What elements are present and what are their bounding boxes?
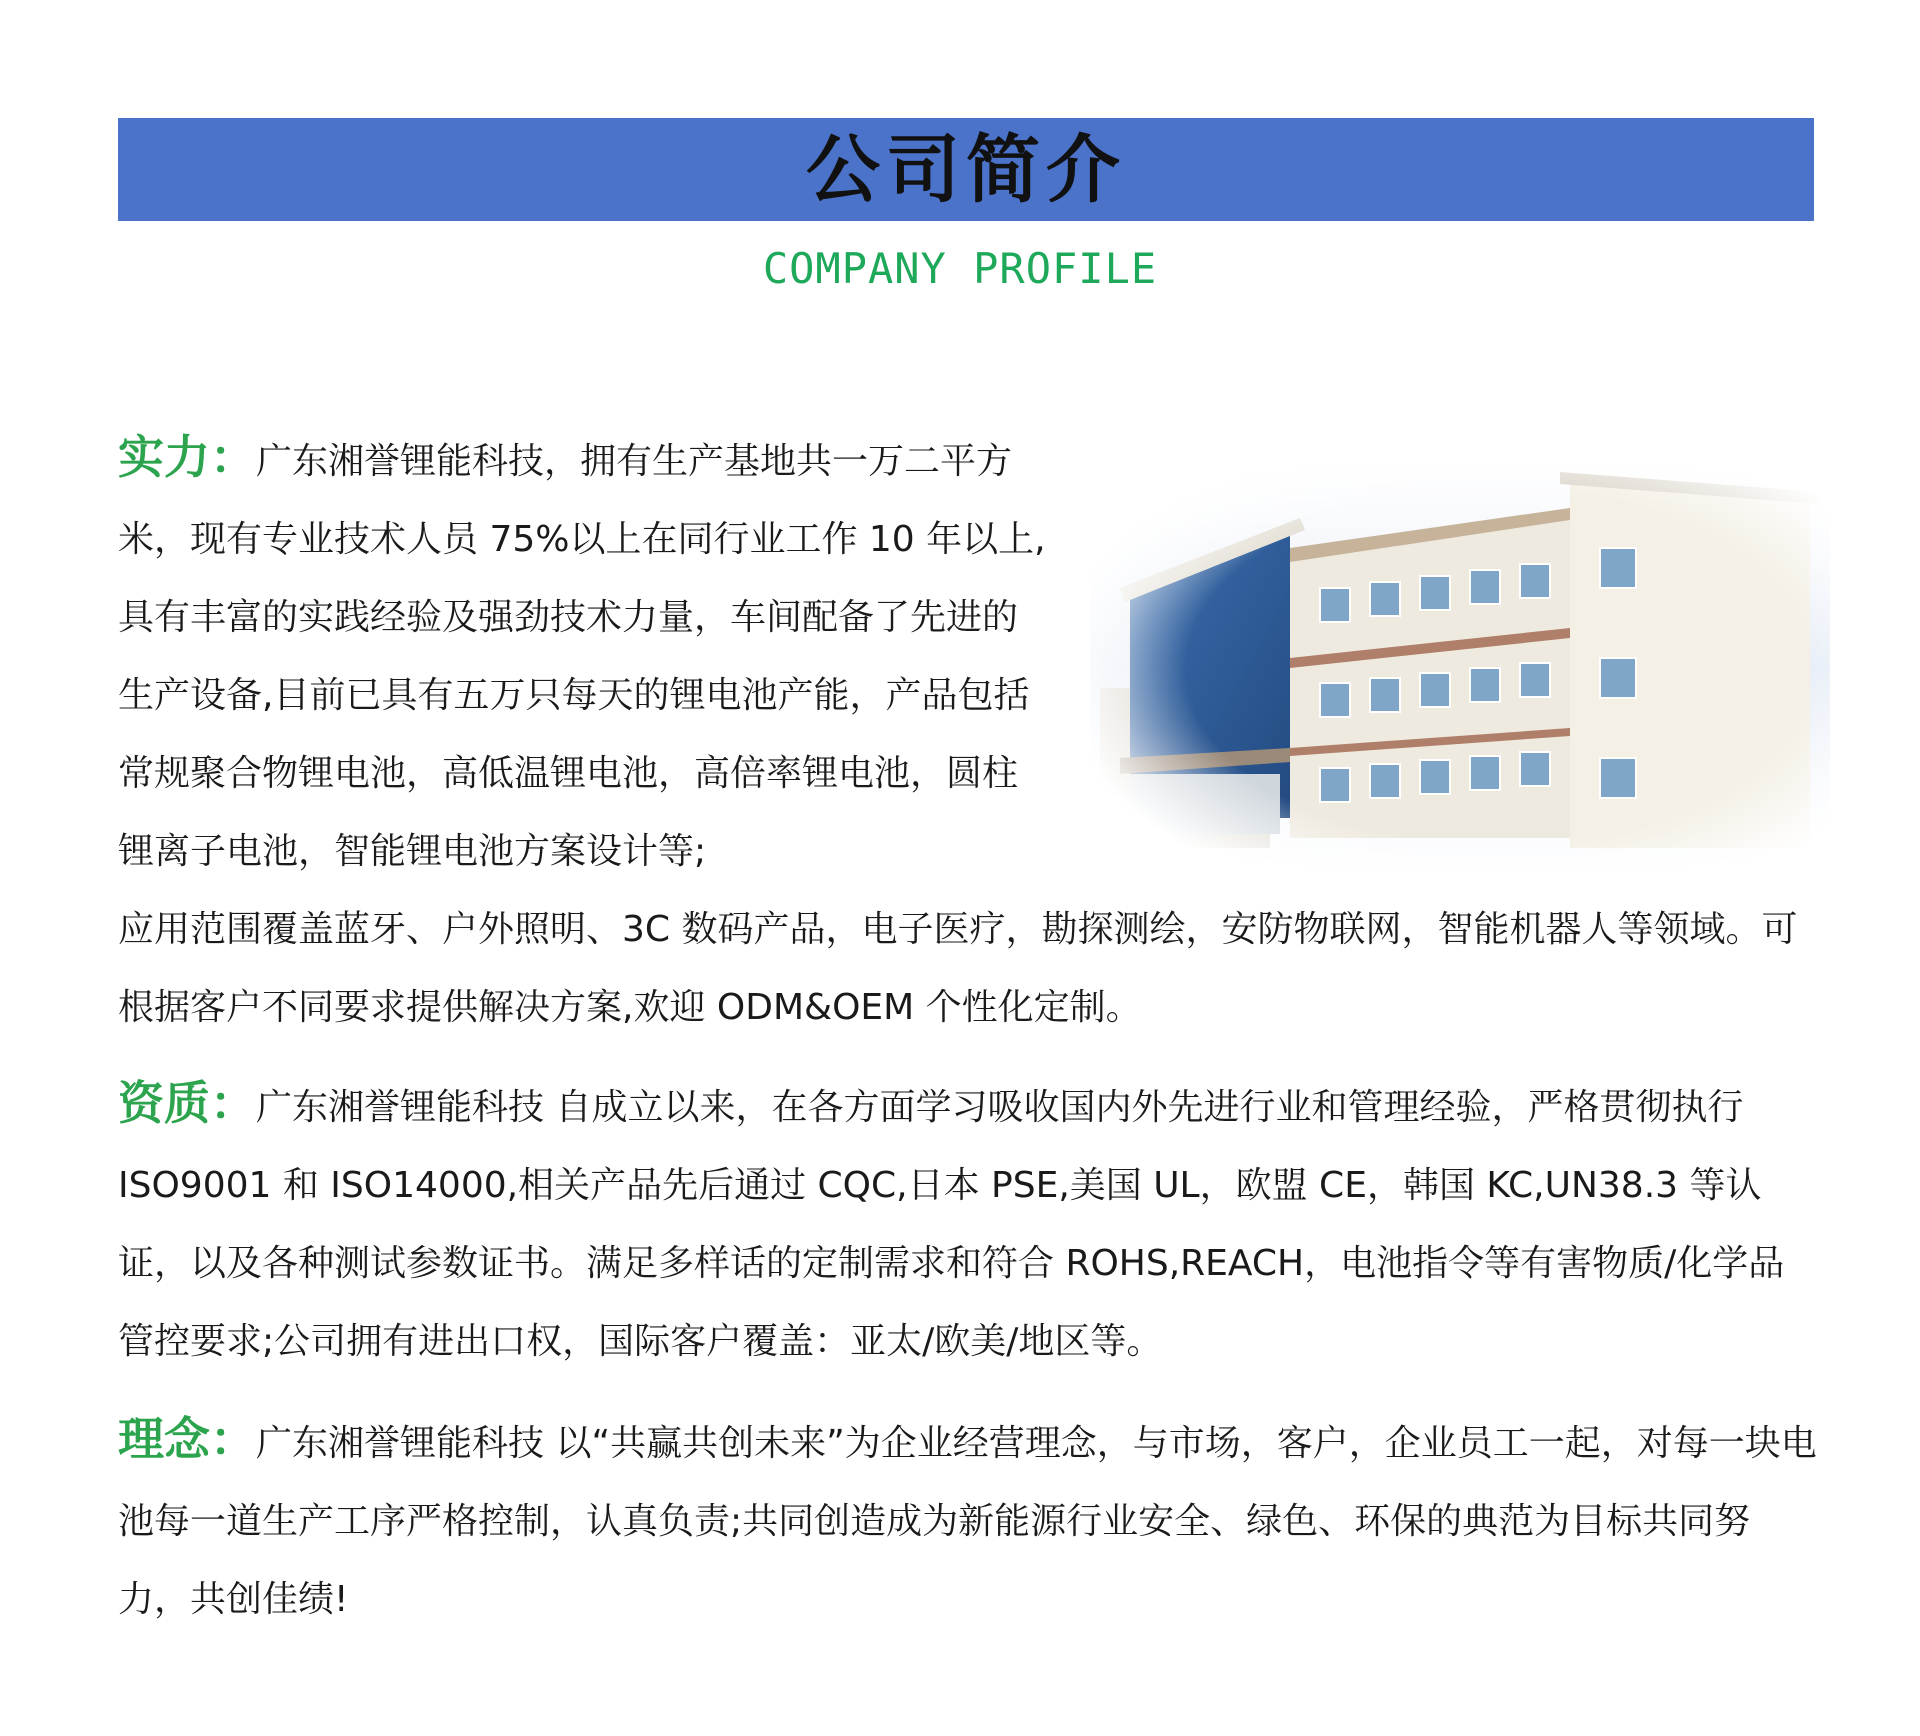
section-text-strength: 广东湘誉锂能科技，拥有生产基地共一万二平方米，现有专业技术人员 75%以上在同行业工作 10 年以上,具有丰富的实践经验及强劲技术力量，车间配备了先进的生产设备,目前已具有五万只每天的锂电池产能，产品包括常规聚合物锂电池，高低温锂电池，高倍率锂电池，圆柱锂离子电池，智能锂电池方案设计等;: [118, 441, 1046, 872]
section-qualification: [118, 1064, 1818, 1381]
building-photo: [1090, 458, 1830, 878]
page-title: 公司简介: [806, 126, 1126, 213]
section-text-qualification: 广东湘誉锂能科技 自成立以来，在各方面学习吸收国内外先进行业和管理经验，严格贯彻执行 ISO9001 和 ISO14000,相关产品先后通过 CQC,日本 PSE,美国 UL，欧盟 CE，韩国 KC,UN38.3 等认证，以及各种测试参数证书。满足多样话的定制需求和符合 ROHS,REACH，电池指令等有害物质/化学品管控要求;公司拥有进出口权，国际客户覆盖：亚太/欧美/地区等。: [118, 1087, 1785, 1362]
page-subtitle: COMPANY PROFILE: [762, 244, 1158, 293]
title-banner: [118, 118, 1814, 221]
section-label-philosophy: 理念：: [118, 1412, 256, 1466]
section-text-philosophy: 广东湘誉锂能科技 以“共赢共创未来”为企业经营理念，与市场，客户，企业员工一起，对每一块电池每一道生产工序严格控制，认真负责;共同创造成为新能源行业安全、绿色、环保的典范为目标共同努力，共创佳绩!: [118, 1423, 1817, 1620]
section-philosophy: [118, 1400, 1818, 1639]
section-text-strength-wide: 应用范围覆盖蓝牙、户外照明、3C 数码产品，电子医疗，勘探测绘，安防物联网，智能机器人等领域。可根据客户不同要求提供解决方案,欢迎 ODM&OEM 个性化定制。: [118, 909, 1798, 1028]
section-strength-narrow: [118, 418, 1048, 891]
section-label-qualification: 资质：: [118, 1076, 256, 1130]
section-label-strength: 实力：: [118, 430, 256, 484]
